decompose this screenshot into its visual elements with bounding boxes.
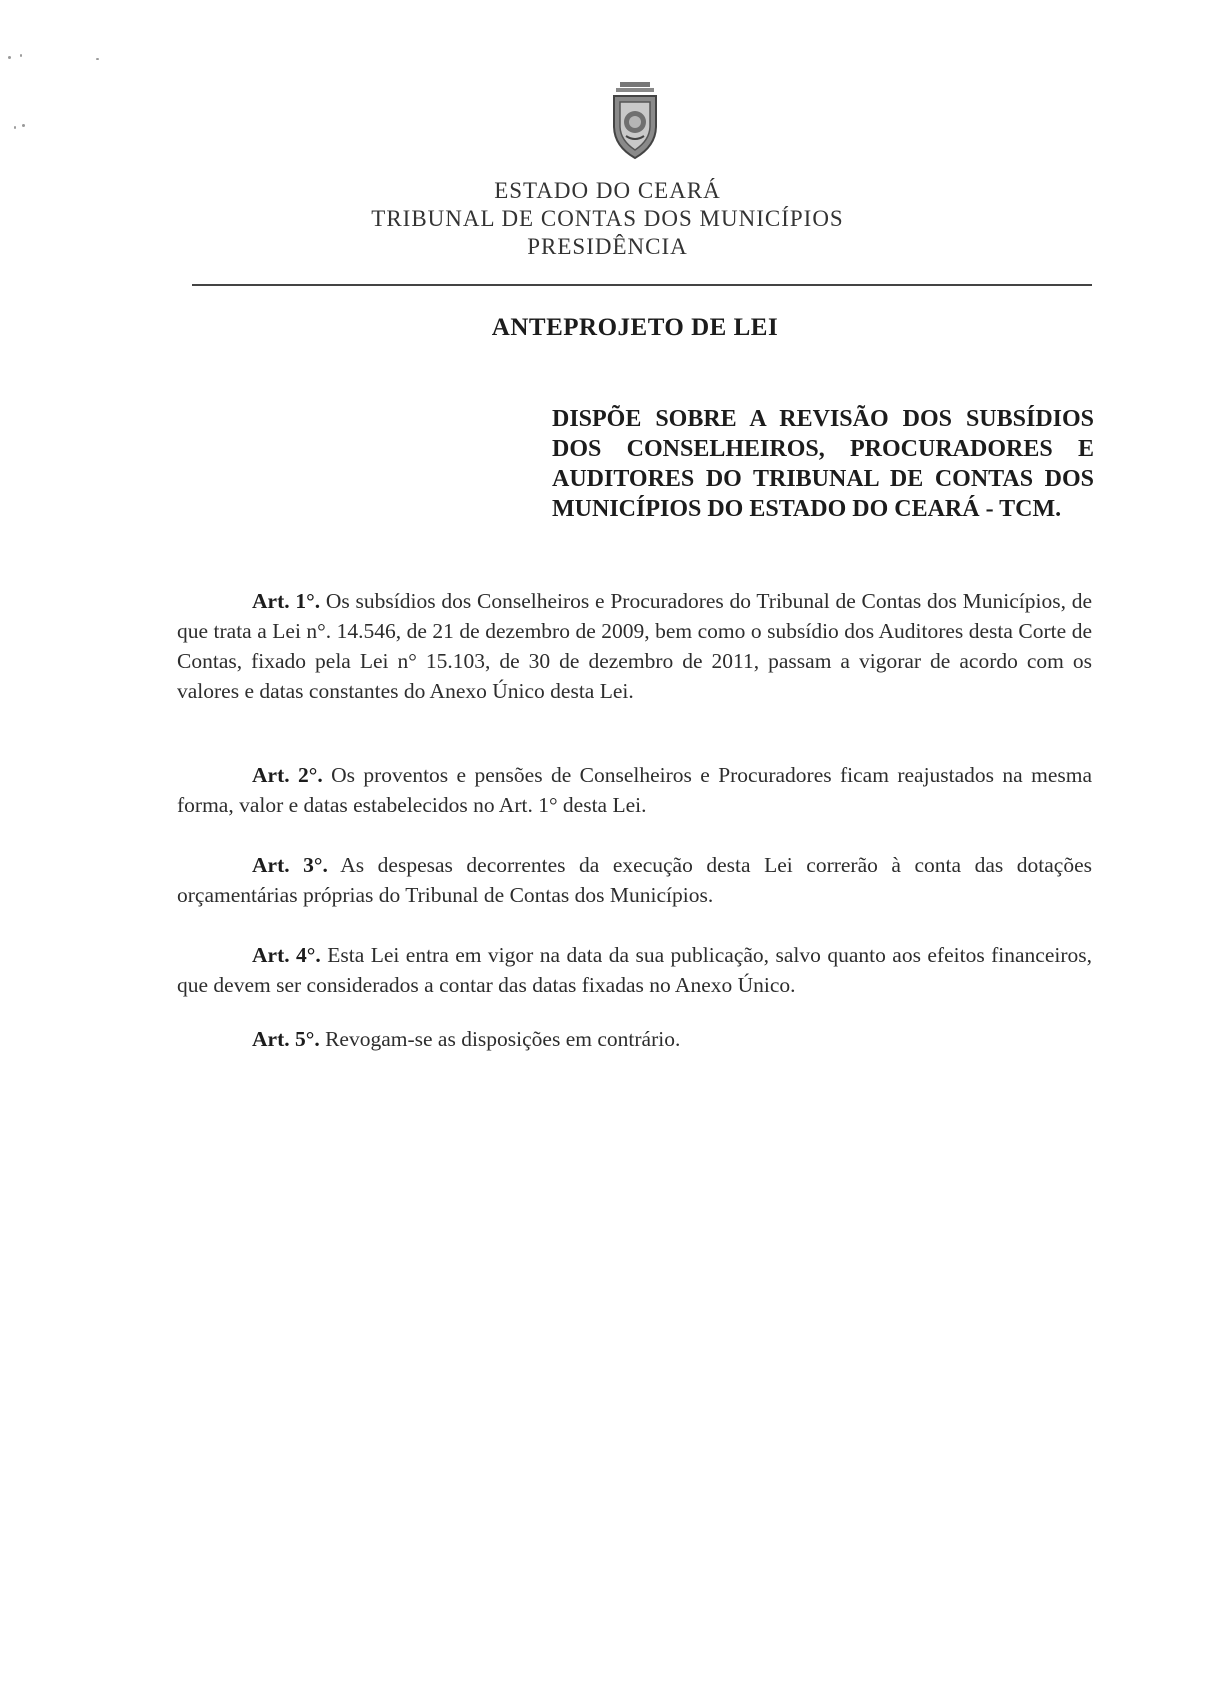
letterhead-court: TRIBUNAL DE CONTAS DOS MUNICÍPIOS xyxy=(371,206,844,231)
article-label: Art. 2°. xyxy=(252,763,323,787)
article-label: Art. 5°. xyxy=(252,1027,320,1051)
article-5 xyxy=(177,1024,1092,1054)
letterhead-state: ESTADO DO CEARÁ xyxy=(494,178,721,203)
document-title: ANTEPROJETO DE LEI xyxy=(491,314,779,341)
article-text: Revogam-se as disposições em contrário. xyxy=(325,1027,681,1051)
article-2 xyxy=(177,760,1092,820)
article-text: Os subsídios dos Conselheiros e Procuradores do Tribunal de Contas dos Municípios, de que trata a Lei n°. 14.546, de 21 de dezembro de 2009, bem como o subsídio dos Auditores desta Corte de Contas, fixado pela Lei n° 15.103, de 30 de dezembro de 2011, passam a vigorar de acordo com os valores e datas constantes do Anexo Único desta Lei. xyxy=(177,589,1093,703)
letterhead xyxy=(0,177,1215,261)
article-label: Art. 3°. xyxy=(252,853,328,877)
article-4 xyxy=(177,940,1092,1000)
article-1 xyxy=(177,586,1092,706)
bill-summary: DISPÕE SOBRE A REVISÃO DOS SUBSÍDIOS DOS CONSELHEIROS, PROCURADORES E AUDITORES DO TRIBUNAL DE CONTAS DOS MUNICÍPIOS DO ESTADO DO CEARÁ - TCM. xyxy=(552,406,1094,522)
state-coat-of-arms-icon xyxy=(606,80,664,164)
article-text: As despesas decorrentes da execução desta Lei correrão à conta das dotações orçamentárias próprias do Tribunal de Contas dos Municípios. xyxy=(177,853,1093,907)
article-label: Art. 1°. xyxy=(252,589,321,613)
article-3 xyxy=(177,850,1092,910)
letterhead-presidency: PRESIDÊNCIA xyxy=(527,234,688,259)
article-label: Art. 4°. xyxy=(252,943,321,967)
article-text: Esta Lei entra em vigor na data da sua publicação, salvo quanto aos efeitos financeiros, que devem ser considerados a contar das datas fixadas no Anexo Único. xyxy=(177,943,1093,997)
article-text: Os proventos e pensões de Conselheiros e Procuradores ficam reajustados na mesma forma, valor e datas estabelecidos no Art. 1° desta Lei. xyxy=(177,763,1093,817)
header-divider xyxy=(192,284,1092,286)
